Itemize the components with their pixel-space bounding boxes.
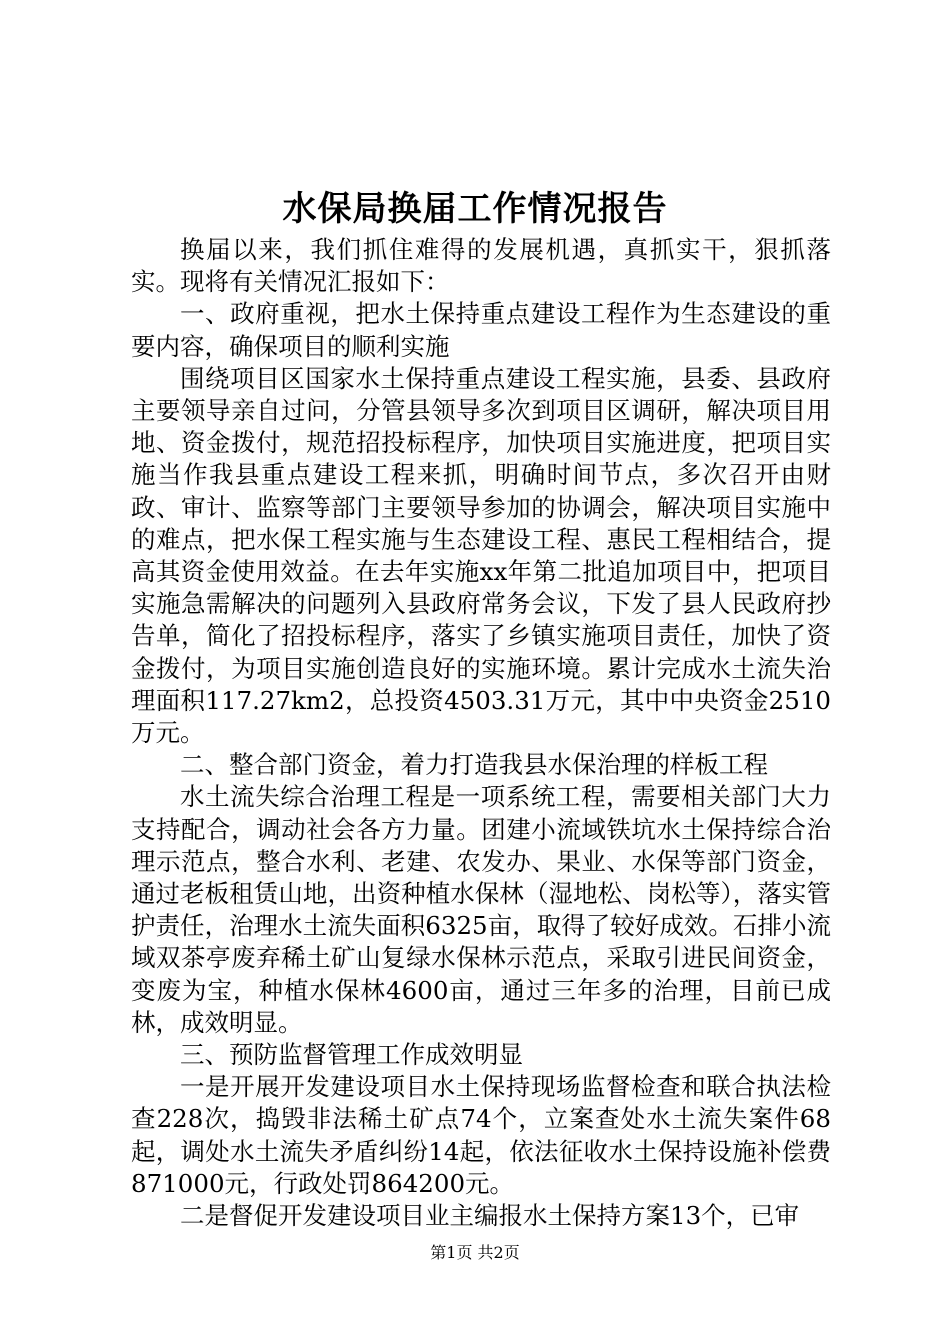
paragraph: 二是督促开发建设项目业主编报水土保持方案13个，已审 xyxy=(180,1201,800,1231)
page-footer xyxy=(0,1242,950,1264)
page-total: 共2页 xyxy=(477,1243,520,1262)
document-title: 水保局换届工作情况报告 xyxy=(282,189,668,229)
section-heading: 二、整合部门资金，着力打造我县水保治理的样板工程 xyxy=(180,750,768,780)
page-number: 第1页 xyxy=(430,1243,473,1262)
paragraph: 水土流失综合治理工程是一项系统工程，需要相关部门大力支持配合，调动社会各方力量。团建小流域铁坑水土保持综合治理示范点，整合水利、老建、农发办、果业、水保等部门资金，通过老板租赁山地，出资种植水保林（湿地松、岗松等），落实管护责任，治理水土流失面积6325亩，取得了较好成效。石排小流域双茶亭废弃稀土矿山复绿水保林示范点，采取引进民间资金，变废为宝，种植水保林4600亩，通过三年多的治理，目前已成林，成效明显。 xyxy=(131,782,831,1037)
paragraph: 围绕项目区国家水土保持重点建设工程实施，县委、县政府主要领导亲自过问，分管县领导多次到项目区调研，解决项目用地、资金拨付，规范招投标程序，加快项目实施进度，把项目实施当作我县重点建设工程来抓，明确时间节点，多次召开由财政、审计、监察等部门主要领导参加的协调会，解决项目实施中的难点，把水保工程实施与生态建设工程、惠民工程相结合，提高其资金使用效益。在去年实施xx年第二批追加项目中，把项目实施急需解决的问题列入县政府常务会议，下发了县人民政府抄告单，简化了招投标程序，落实了乡镇实施项目责任，加快了资金拨付，为项目实施创造良好的实施环境。累计完成水土流失治理面积117.27km2，总投资4503.31万元，其中中央资金2510万元。 xyxy=(131,363,831,748)
document-body xyxy=(131,234,831,1232)
paragraph: 一是开展开发建设项目水土保持现场监督检查和联合执法检查228次，捣毁非法稀土矿点74个，立案查处水土流失案件68起，调处水土流失矛盾纠纷14起，依法征收水土保持设施补偿费871000元，行政处罚864200元。 xyxy=(131,1072,831,1198)
paragraph: 换届以来，我们抓住难得的发展机遇，真抓实干，狠抓落实。现将有关情况汇报如下： xyxy=(131,235,831,297)
section-heading: 一、政府重视，把水土保持重点建设工程作为生态建设的重要内容，确保项目的顺利实施 xyxy=(131,299,831,361)
section-heading: 三、预防监督管理工作成效明显 xyxy=(180,1040,523,1070)
